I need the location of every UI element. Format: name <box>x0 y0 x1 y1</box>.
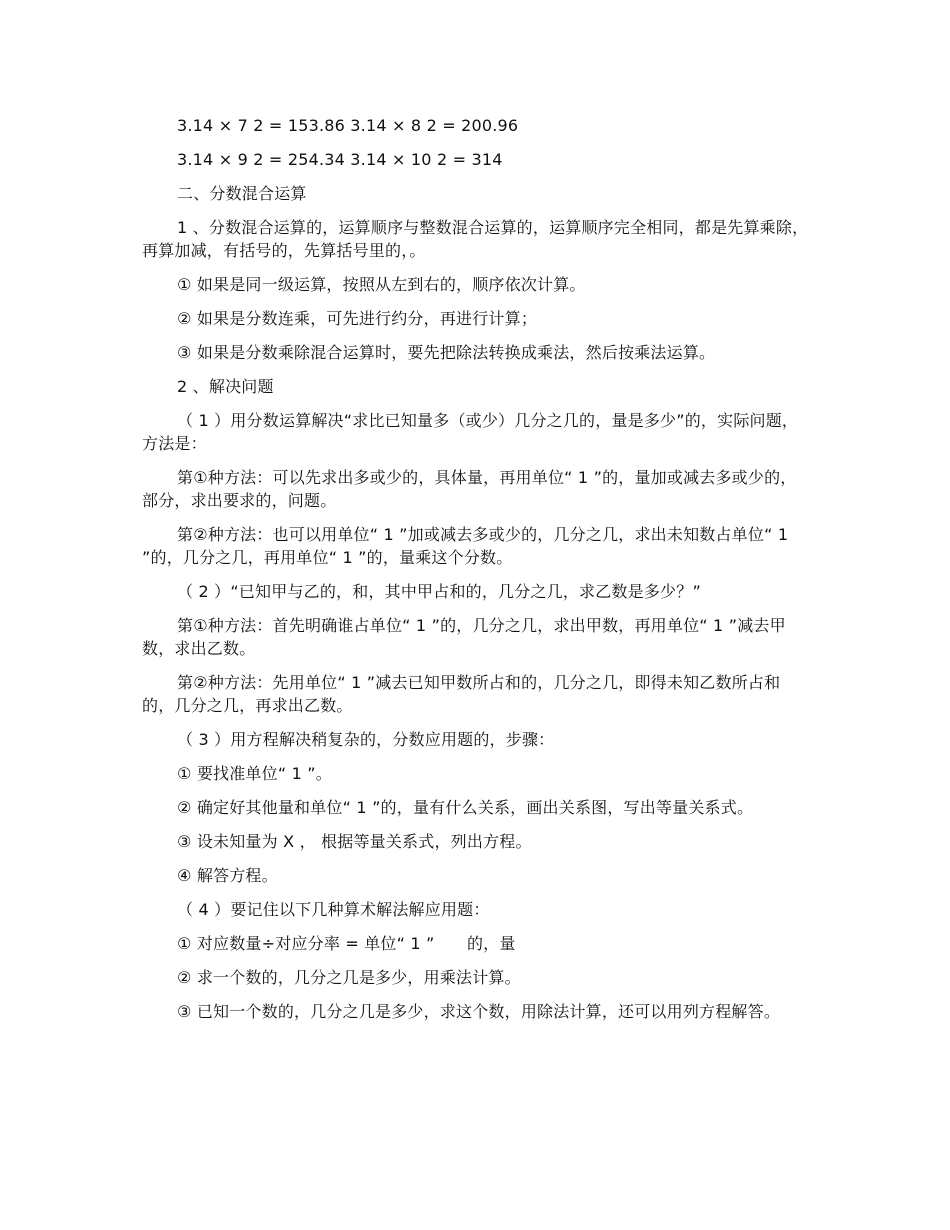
list-item: ③ 如果是分数乘除混合运算时，要先把除法转换成乘法，然后按乘法运算。 <box>177 343 716 362</box>
list-item: ③ 设未知量为 X ， 根据等量关系式，列出方程。 <box>177 832 532 851</box>
list-item: ① 如果是同一级运算，按照从左到右的，顺序依次计算。 <box>177 275 586 294</box>
list-item: ③ 已知一个数的，几分之几是多少，求这个数，用除法计算，还可以用列方程解答。 <box>177 1002 781 1021</box>
paragraph: 第②种方法：也可以用单位“ 1 ”加或减去多或少的，几分之几，求出未知数占单位“ 1 ”的，几分之几，再用单位“ 1 ”的，量乘这个分数。 <box>142 525 794 567</box>
formula-line-2: 3.14 × 9 2 = 254.34 3.14 × 10 2 = 314 <box>177 150 503 169</box>
paragraph: 1 、分数混合运算的，运算顺序与整数混合运算的，运算顺序完全相同，都是先算乘除，再算加减，有括号的，先算括号里的，。 <box>142 218 809 260</box>
paragraph: （ 4 ）要记住以下几种算术解法解应用题： <box>177 900 490 919</box>
paragraph: 第①种方法：首先明确谁占单位“ 1 ”的，几分之几，求出甲数，再用单位“ 1 ”减去甲数，求出乙数。 <box>142 616 786 658</box>
list-item: ④ 解答方程。 <box>177 866 278 885</box>
list-item: ② 确定好其他量和单位“ 1 ”的，量有什么关系，画出关系图，写出等量关系式。 <box>177 798 754 817</box>
list-item: ② 求一个数的，几分之几是多少，用乘法计算。 <box>177 968 521 987</box>
formula-line-1: 3.14 × 7 2 = 153.86 3.14 × 8 2 = 200.96 <box>177 116 519 135</box>
list-item: ② 如果是分数连乘，可先进行约分，再进行计算； <box>177 309 538 328</box>
list-item: ① 要找准单位“ 1 ”。 <box>177 764 332 783</box>
paragraph: 第②种方法：先用单位“ 1 ”减去已知甲数所占和的，几分之几，即得未知乙数所占和的，几分之几，再求出乙数。 <box>142 673 781 715</box>
paragraph: （ 3 ）用方程解决稍复杂的，分数应用题的，步骤： <box>177 730 555 749</box>
paragraph: （ 2 ）“已知甲与乙的，和，其中甲占和的，几分之几，求乙数是多少？” <box>177 582 701 601</box>
paragraph: （ 1 ）用分数运算解决“求比已知量多（或少）几分之几的，量是多少”的，实际问题，方法是： <box>142 411 799 453</box>
subsection-heading: 2 、解决问题 <box>177 377 274 396</box>
section-heading: 二、分数混合运算 <box>177 184 307 203</box>
paragraph: 第①种方法：可以先求出多或少的，具体量，再用单位“ 1 ”的，量加或减去多或少的，部分，求出要求的，问题。 <box>142 468 797 510</box>
list-item: ① 对应数量÷对应分率 = 单位“ 1 ” 的，量 <box>177 934 516 953</box>
document-body <box>142 114 810 1034</box>
